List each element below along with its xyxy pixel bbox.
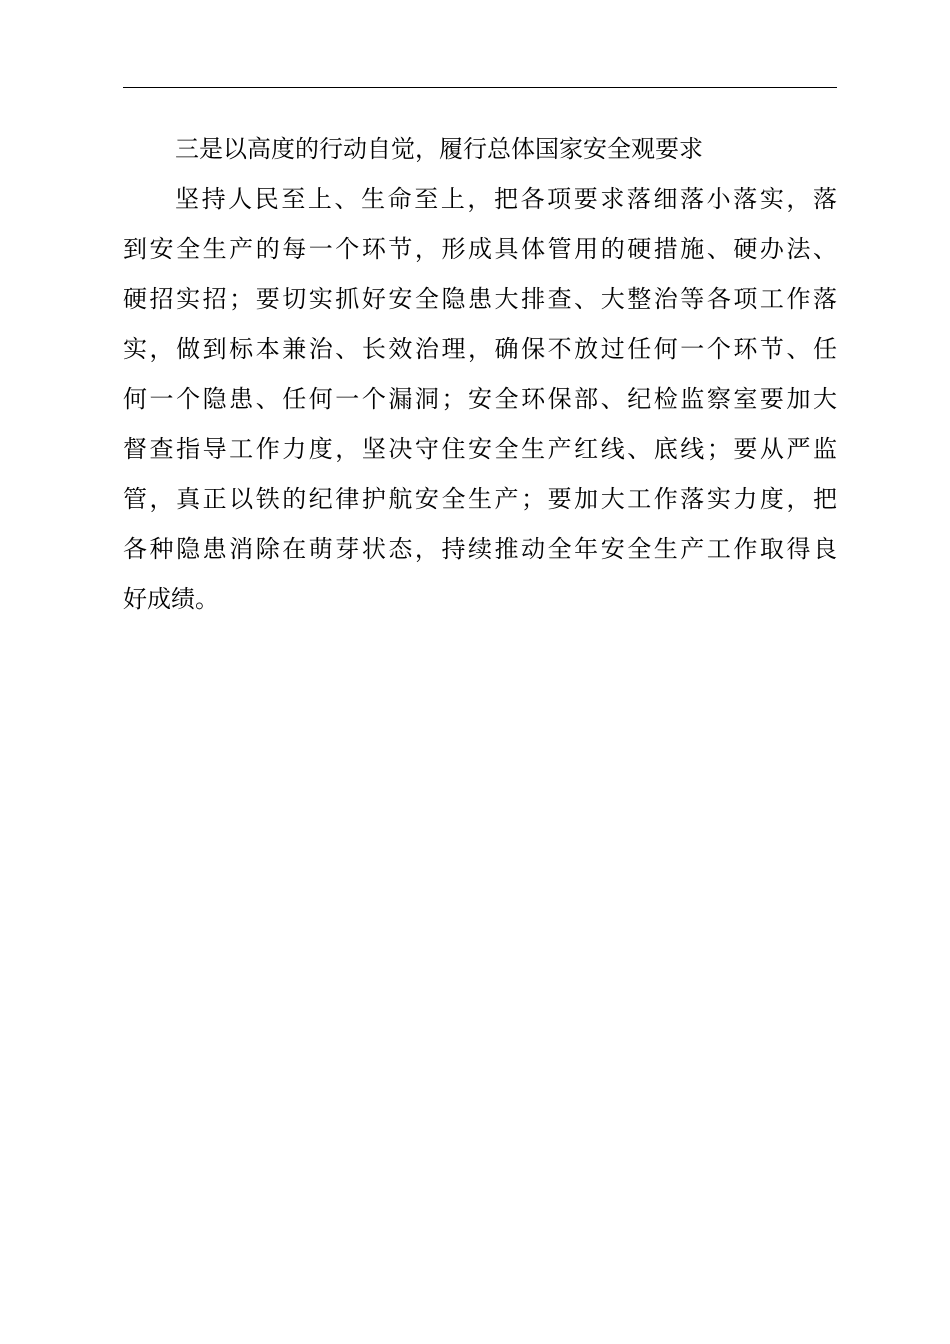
section-heading: 三是以高度的行动自觉，履行总体国家安全观要求 bbox=[175, 135, 703, 163]
paragraph bbox=[123, 174, 837, 624]
paragraph-line: 硬招实招；要切实抓好安全隐患大排查、大整治等各项工作落 bbox=[123, 285, 837, 313]
paragraph-line: 管，真正以铁的纪律护航安全生产；要加大工作落实力度，把 bbox=[123, 485, 837, 513]
paragraph-line: 实，做到标本兼治、长效治理，确保不放过任何一个环节、任 bbox=[123, 335, 837, 363]
paragraph-line: 坚持人民至上、生命至上，把各项要求落细落小落实，落 bbox=[175, 185, 837, 213]
paragraph-line: 各种隐患消除在萌芽状态，持续推动全年安全生产工作取得良 bbox=[123, 535, 837, 563]
paragraph-line: 好成绩。 bbox=[123, 585, 219, 613]
header-rule bbox=[123, 87, 837, 88]
paragraph-line: 督查指导工作力度，坚决守住安全生产红线、底线；要从严监 bbox=[123, 435, 837, 463]
paragraph-line: 何一个隐患、任何一个漏洞；安全环保部、纪检监察室要加大 bbox=[123, 385, 837, 413]
paragraph-line: 到安全生产的每一个环节，形成具体管用的硬措施、硬办法、 bbox=[123, 235, 837, 263]
document-body bbox=[123, 124, 837, 624]
